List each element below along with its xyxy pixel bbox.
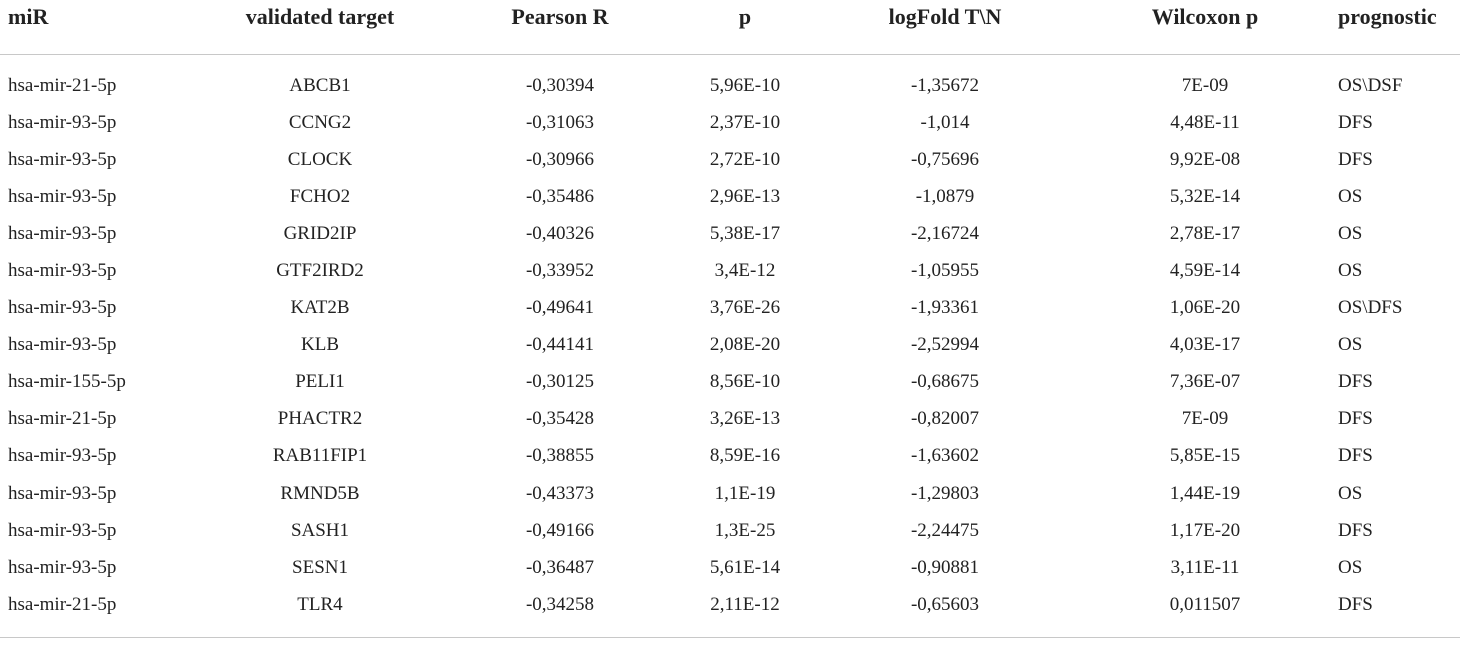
cell-logfold: -0,82007: [910, 408, 980, 430]
header-mir: miR: [0, 0, 200, 55]
table-row: [0, 252, 1460, 289]
header-validated-target: validated target: [200, 0, 440, 55]
table-bottom-rule: [0, 623, 1460, 638]
cell-validated-target: FCHO2: [289, 185, 351, 207]
table-row: [0, 104, 1460, 141]
cell-validated-target: PELI1: [295, 371, 345, 393]
cell-mir: hsa-mir-93-5p: [8, 334, 117, 356]
cell-pearson-r: -0,30394: [525, 74, 595, 96]
cell-wilcoxon-p: 9,92E-08: [1169, 148, 1241, 170]
cell-pearson-r: -0,44141: [525, 334, 595, 356]
table-row: [0, 438, 1460, 475]
cell-prognostic: DFS: [1338, 371, 1373, 393]
table-row: [0, 67, 1460, 104]
cell-logfold: -0,75696: [910, 148, 980, 170]
cell-logfold: -2,52994: [910, 334, 980, 356]
cell-logfold: -1,35672: [910, 74, 980, 96]
cell-mir: hsa-mir-155-5p: [8, 371, 126, 393]
cell-pearson-r: -0,49166: [525, 519, 595, 541]
table-header: [0, 0, 1460, 55]
cell-prognostic: OS: [1338, 334, 1363, 356]
cell-logfold: -1,93361: [910, 297, 980, 319]
table-row: [0, 290, 1460, 327]
cell-p: 2,08E-20: [709, 334, 781, 356]
cell-prognostic: OS\DSF: [1338, 74, 1403, 96]
cell-logfold: -2,24475: [910, 519, 980, 541]
header-logfold: logFold T\N: [810, 0, 1080, 55]
cell-validated-target: CLOCK: [287, 148, 353, 170]
cell-mir: hsa-mir-93-5p: [8, 482, 117, 504]
cell-logfold: -0,65603: [910, 593, 980, 615]
cell-pearson-r: -0,33952: [525, 260, 595, 282]
cell-logfold: -1,63602: [910, 445, 980, 467]
table-row: [0, 141, 1460, 178]
cell-prognostic: DFS: [1338, 111, 1373, 133]
cell-wilcoxon-p: 4,59E-14: [1169, 260, 1241, 282]
cell-wilcoxon-p: 5,32E-14: [1169, 185, 1241, 207]
cell-p: 2,11E-12: [710, 593, 780, 615]
header-spacer: [0, 55, 1460, 68]
cell-wilcoxon-p: 2,78E-17: [1169, 222, 1241, 244]
cell-pearson-r: -0,38855: [525, 445, 595, 467]
cell-pearson-r: -0,35486: [525, 185, 595, 207]
cell-pearson-r: -0,35428: [525, 408, 595, 430]
cell-validated-target: CCNG2: [288, 111, 352, 133]
cell-validated-target: RAB11FIP1: [272, 445, 368, 467]
cell-prognostic: OS: [1338, 222, 1363, 244]
cell-pearson-r: -0,30966: [525, 148, 595, 170]
cell-validated-target: ABCB1: [289, 74, 351, 96]
table-row: [0, 549, 1460, 586]
cell-p: 3,76E-26: [709, 297, 781, 319]
cell-wilcoxon-p: 7E-09: [1181, 74, 1229, 96]
cell-p: 8,56E-10: [709, 371, 781, 393]
cell-validated-target: KLB: [301, 334, 339, 356]
cell-mir: hsa-mir-93-5p: [8, 519, 117, 541]
cell-p: 1,1E-19: [714, 482, 776, 504]
cell-mir: hsa-mir-93-5p: [8, 111, 117, 133]
cell-mir: hsa-mir-93-5p: [8, 222, 117, 244]
table-row: [0, 586, 1460, 623]
table-body: [0, 55, 1460, 638]
cell-mir: hsa-mir-93-5p: [8, 297, 117, 319]
cell-wilcoxon-p: 0,011507: [1169, 593, 1241, 615]
cell-validated-target: RMND5B: [280, 482, 360, 504]
cell-p: 2,96E-13: [709, 185, 781, 207]
cell-mir: hsa-mir-93-5p: [8, 556, 117, 578]
cell-prognostic: DFS: [1338, 593, 1373, 615]
cell-validated-target: PHACTR2: [277, 408, 363, 430]
cell-pearson-r: -0,34258: [525, 593, 595, 615]
cell-wilcoxon-p: 4,03E-17: [1169, 334, 1241, 356]
cell-p: 5,38E-17: [709, 222, 781, 244]
cell-wilcoxon-p: 1,44E-19: [1169, 482, 1241, 504]
cell-logfold: -1,29803: [910, 482, 980, 504]
cell-prognostic: DFS: [1338, 445, 1373, 467]
cell-logfold: -0,68675: [910, 371, 980, 393]
cell-pearson-r: -0,36487: [525, 556, 595, 578]
cell-p: 8,59E-16: [709, 445, 781, 467]
cell-mir: hsa-mir-21-5p: [8, 593, 117, 615]
cell-mir: hsa-mir-21-5p: [8, 408, 117, 430]
cell-prognostic: OS: [1338, 185, 1363, 207]
header-wilcoxon-p: Wilcoxon p: [1080, 0, 1330, 55]
cell-pearson-r: -0,40326: [525, 222, 595, 244]
table-row: [0, 401, 1460, 438]
cell-prognostic: OS: [1338, 482, 1363, 504]
cell-validated-target: SESN1: [292, 556, 348, 578]
cell-prognostic: OS: [1338, 260, 1363, 282]
cell-mir: hsa-mir-93-5p: [8, 148, 117, 170]
cell-p: 3,26E-13: [709, 408, 781, 430]
cell-validated-target: GRID2IP: [283, 222, 357, 244]
cell-p: 5,96E-10: [709, 74, 781, 96]
cell-prognostic: OS\DFS: [1338, 297, 1403, 319]
cell-mir: hsa-mir-93-5p: [8, 445, 117, 467]
cell-p: 5,61E-14: [709, 556, 781, 578]
cell-wilcoxon-p: 4,48E-11: [1170, 111, 1240, 133]
table-row: [0, 512, 1460, 549]
header-pearson-r: Pearson R: [440, 0, 680, 55]
cell-validated-target: TLR4: [297, 593, 343, 615]
cell-mir: hsa-mir-93-5p: [8, 185, 117, 207]
cell-prognostic: OS: [1338, 556, 1363, 578]
table-row: [0, 364, 1460, 401]
cell-mir: hsa-mir-21-5p: [8, 74, 117, 96]
header-prognostic: prognostic: [1330, 0, 1460, 55]
cell-pearson-r: -0,49641: [525, 297, 595, 319]
cell-p: 2,37E-10: [709, 111, 781, 133]
cell-wilcoxon-p: 1,06E-20: [1169, 297, 1241, 319]
cell-prognostic: DFS: [1338, 148, 1373, 170]
cell-validated-target: KAT2B: [290, 297, 350, 319]
table-row: [0, 475, 1460, 512]
cell-logfold: -1,014: [920, 111, 970, 133]
cell-validated-target: SASH1: [290, 519, 350, 541]
cell-logfold: -2,16724: [910, 222, 980, 244]
cell-p: 2,72E-10: [709, 148, 781, 170]
cell-wilcoxon-p: 7E-09: [1181, 408, 1229, 430]
cell-mir: hsa-mir-93-5p: [8, 260, 117, 282]
table-row: [0, 215, 1460, 252]
table-row: [0, 327, 1460, 364]
cell-pearson-r: -0,30125: [525, 371, 595, 393]
cell-p: 1,3E-25: [714, 519, 776, 541]
cell-validated-target: GTF2IRD2: [276, 260, 364, 282]
header-row: [0, 0, 1460, 55]
cell-p: 3,4E-12: [714, 260, 776, 282]
cell-logfold: -1,0879: [915, 185, 975, 207]
cell-wilcoxon-p: 1,17E-20: [1169, 519, 1241, 541]
cell-pearson-r: -0,31063: [525, 111, 595, 133]
cell-wilcoxon-p: 3,11E-11: [1170, 556, 1240, 578]
table-row: [0, 178, 1460, 215]
header-p: p: [680, 0, 810, 55]
cell-prognostic: DFS: [1338, 519, 1373, 541]
cell-logfold: -1,05955: [910, 260, 980, 282]
cell-wilcoxon-p: 5,85E-15: [1169, 445, 1241, 467]
cell-pearson-r: -0,43373: [525, 482, 595, 504]
cell-prognostic: DFS: [1338, 408, 1373, 430]
cell-wilcoxon-p: 7,36E-07: [1169, 371, 1241, 393]
cell-logfold: -0,90881: [910, 556, 980, 578]
